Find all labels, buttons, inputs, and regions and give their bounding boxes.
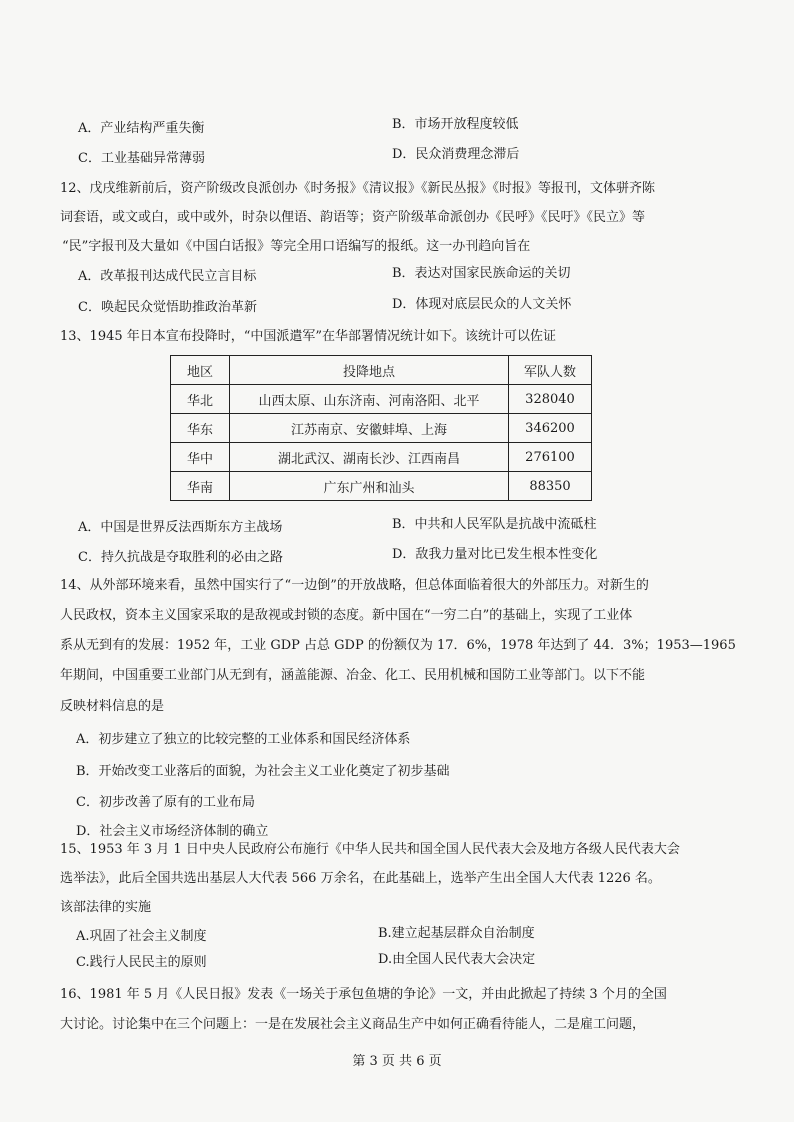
q13-option-a: A．中国是世界反法西斯东方主战场 xyxy=(78,520,283,535)
table-cell-region: 华南 xyxy=(171,472,230,501)
table-header-location: 投降地点 xyxy=(230,356,509,385)
table-cell-troops: 346200 xyxy=(509,414,592,443)
q13-option-b: B．中共和人民军队是抗战中流砥柱 xyxy=(392,517,597,532)
q15-option-c: C.践行人民民主的原则 xyxy=(76,955,207,970)
q12-option-a: A．改革报刊达成代民立言目标 xyxy=(78,269,257,284)
q14-stem-line-1: 14、从外部环境来看，虽然中国实行了“一边倒”的开放战略，但总体面临着很大的外部压力。对新生的 xyxy=(60,578,649,593)
q14-option-c: C．初步改善了原有的工业布局 xyxy=(76,795,255,810)
table-row xyxy=(171,414,592,443)
table-cell-region: 华北 xyxy=(171,385,230,414)
table-row xyxy=(171,443,592,472)
q11-option-b: B．市场开放程度较低 xyxy=(392,117,519,132)
q14-stem-line-3: 系从无到有的发展：1952 年，工业 GDP 占总 GDP 的份额仅为 17．6%，1978 年达到了 44．3%；1953—1965 xyxy=(60,638,736,653)
table-cell-troops: 328040 xyxy=(509,385,592,414)
table-header-region: 地区 xyxy=(171,356,230,385)
q15-option-d: D.由全国人民代表大会决定 xyxy=(378,952,536,967)
table-cell-location: 湖北武汉、湖南长沙、江西南昌 xyxy=(230,443,509,472)
q16-stem-line-1: 16、1981 年 5 月《人民日报》发表《一场关于承包鱼塘的争论》一文，并由此掀起了持续 3 个月的全国 xyxy=(60,987,667,1002)
q15-stem-line-2: 选举法》，此后全国共选出基层人大代表 566 万余名，在此基础上，选举产生出全国人大代表 1226 名。 xyxy=(60,871,661,886)
q12-stem-line-1: 12、戊戌维新前后，资产阶级改良派创办《时务报》《清议报》《新民丛报》《时报》等报刊，文体骈齐陈 xyxy=(60,181,656,196)
q15-stem-line-3: 该部法律的实施 xyxy=(60,900,152,915)
table-header-row xyxy=(171,356,592,385)
table-cell-region: 华中 xyxy=(171,443,230,472)
q11-option-d: D．民众消费理念滞后 xyxy=(392,147,520,162)
table-cell-location: 广东广州和汕头 xyxy=(230,472,509,501)
q12-option-c: C．唤起民众觉悟助推政治革新 xyxy=(78,300,257,315)
table-cell-location: 山西太原、山东济南、河南洛阳、北平 xyxy=(230,385,509,414)
q11-option-a: A．产业结构严重失衡 xyxy=(78,121,205,136)
q13-option-c: C．持久抗战是夺取胜利的必由之路 xyxy=(78,550,283,565)
q14-stem-line-2: 人民政权，资本主义国家采取的是敌视或封锁的态度。新中国在“一穷二白”的基础上，实现了工业体 xyxy=(60,608,633,623)
table-cell-troops: 276100 xyxy=(509,443,592,472)
page-number: 第 3 页 共 6 页 xyxy=(352,1054,442,1069)
q13-option-d: D．敌我力量对比已发生根本性变化 xyxy=(392,547,598,562)
q15-stem-line-1: 15、1953 年 3 月 1 日中央人民政府公布施行《中华人民共和国全国人民代表大会及地方各级人民代表大会 xyxy=(60,842,680,857)
table-row xyxy=(171,472,592,501)
table-cell-location: 江苏南京、安徽蚌埠、上海 xyxy=(230,414,509,443)
q16-stem-line-2: 大讨论。讨论集中在三个问题上：一是在发展社会主义商品生产中如何正确看待能人，二是雇工问题， xyxy=(60,1017,646,1032)
q12-stem-line-2: 词套语，或文或白，或中或外，时杂以俚语、韵语等；资产阶级革命派创办《民呼》《民吁》《民立》等 xyxy=(60,210,646,225)
q12-option-b: B．表达对国家民族命运的关切 xyxy=(392,266,571,281)
table-cell-troops: 88350 xyxy=(509,472,592,501)
q14-option-d: D．社会主义市场经济体制的确立 xyxy=(76,824,269,839)
q13-stem: 13、1945 年日本宣布投降时，“中国派遣军”在华部署情况统计如下。该统计可以佐证 xyxy=(60,329,557,344)
q12-stem-line-3: “民”字报刊及大量如《中国白话报》等完全用口语编写的报纸。这一办刊趋向旨在 xyxy=(62,239,531,254)
q15-option-a: A.巩固了社会主义制度 xyxy=(76,929,207,944)
surrender-table xyxy=(170,355,592,501)
q14-stem-line-5: 反映材料信息的是 xyxy=(60,699,165,714)
table-cell-region: 华东 xyxy=(171,414,230,443)
q11-option-c: C．工业基础异常薄弱 xyxy=(78,151,205,166)
q14-stem-line-4: 年期间，中国重要工业部门从无到有，涵盖能源、冶金、化工、民用机械和国防工业等部门。以下不能 xyxy=(60,668,646,683)
q15-option-b: B.建立起基层群众自治制度 xyxy=(378,926,535,941)
table-header-troops: 军队人数 xyxy=(509,356,592,385)
q14-option-b: B．开始改变工业落后的面貌，为社会主义工业化奠定了初步基础 xyxy=(76,764,450,779)
table-row xyxy=(171,385,592,414)
q12-option-d: D．体现对底层民众的人文关怀 xyxy=(392,297,572,312)
q14-option-a: A．初步建立了独立的比较完整的工业体系和国民经济体系 xyxy=(76,732,411,747)
